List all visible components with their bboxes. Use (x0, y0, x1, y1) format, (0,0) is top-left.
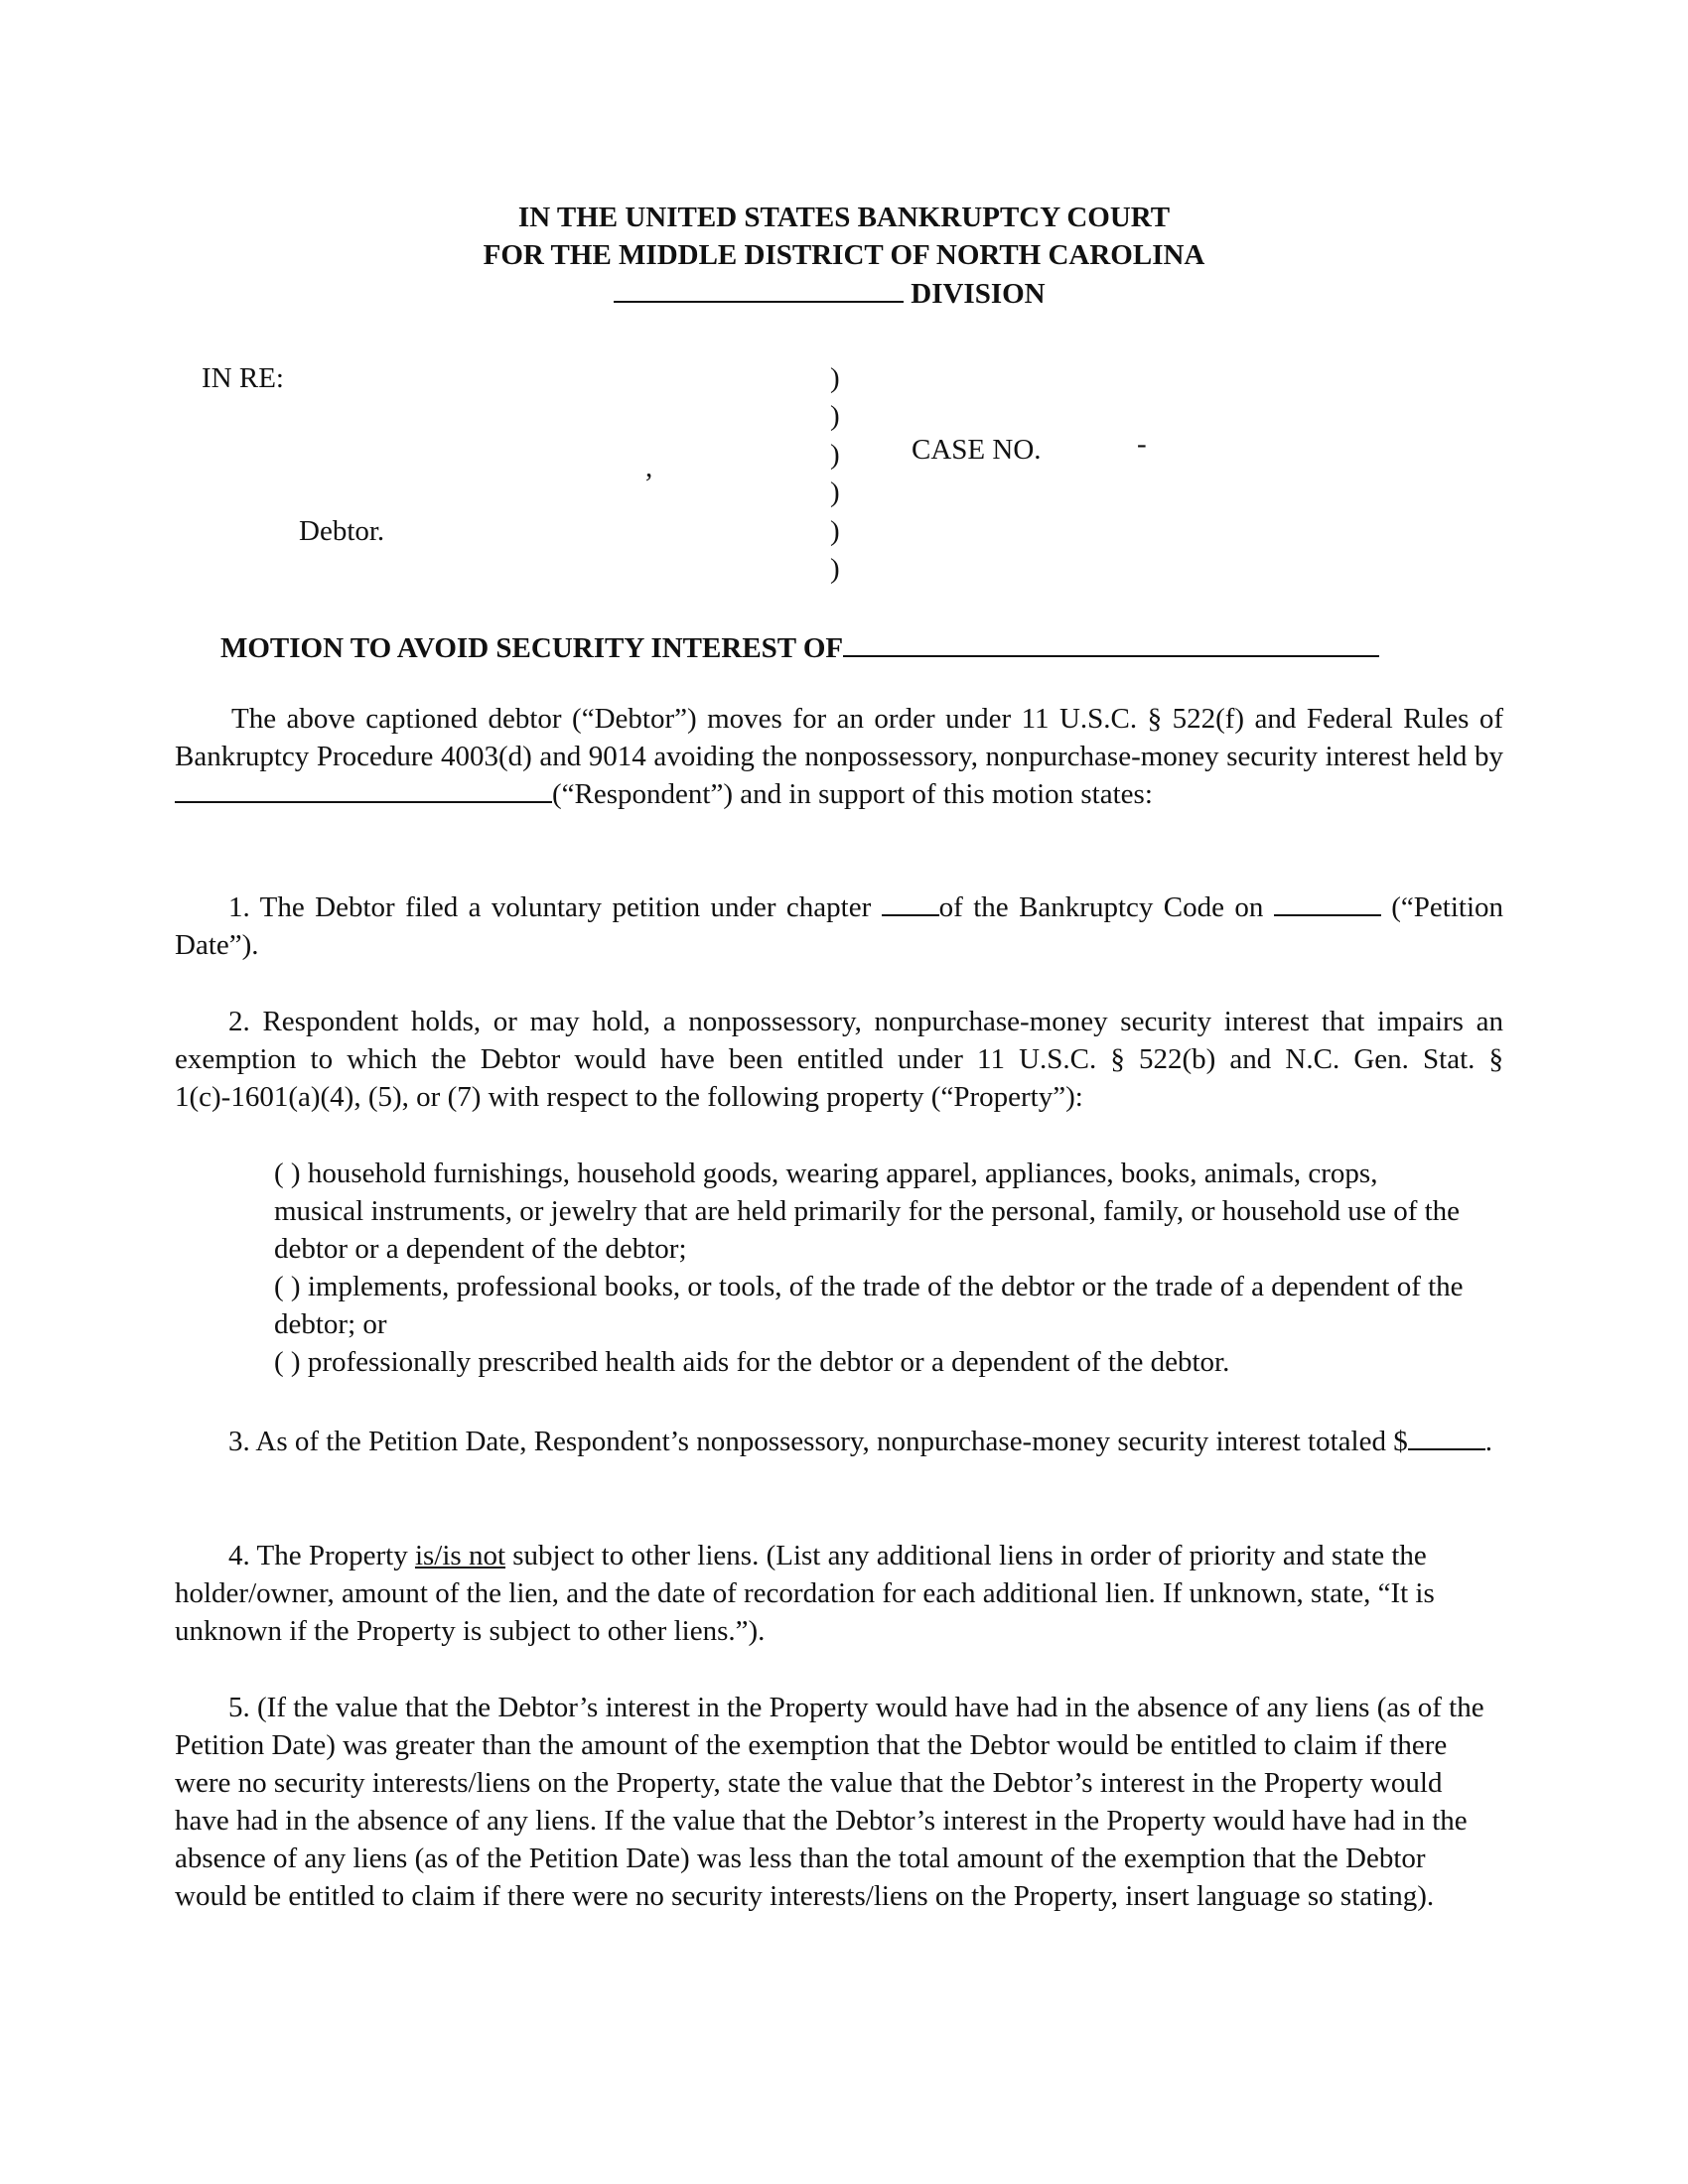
option-text: implements, professional books, or tools, of the trade of the debtor or the trade of a dependent of the debtor; or (274, 1271, 1464, 1340)
caption-paren: ) (830, 515, 840, 547)
caption-paren: ) (830, 439, 840, 471)
paragraph-number: 5. (228, 1692, 250, 1723)
paragraph-4-text-b: subject to other liens. (List any additional liens in order of priority and state the holder/owner, amount of the lien, and the date of recordation for each additional lien. If unknown, state, “It is unknown if the Property is subject to other liens.”). (175, 1540, 1435, 1647)
petition-date-blank (1274, 888, 1381, 916)
respondent-blank (175, 775, 552, 803)
division-label: DIVISION (911, 278, 1046, 310)
intro-paragraph (175, 700, 1503, 813)
case-number-dash: - (1137, 428, 1147, 460)
respondent-name-blank (843, 629, 1379, 657)
chapter-blank (882, 888, 939, 916)
intro-text-part1: The above captioned debtor (“Debtor”) moves for an order under 11 U.S.C. § 522(f) and Federal Rules of Bankruptcy Procedure 4003(d) and 9014 avoiding the nonpossessory, nonpurchase-money security interest held by (175, 703, 1503, 772)
paragraph-5 (175, 1689, 1503, 1915)
option-checkbox[interactable]: ( ) (274, 1158, 301, 1189)
paragraph-number: 4. (228, 1540, 250, 1571)
paragraph-3-text: As of the Petition Date, Respondent’s nonpossessory, nonpurchase-money security interest totaled $ (255, 1426, 1408, 1457)
debtor-label: Debtor. (299, 515, 385, 547)
court-name-line1: IN THE UNITED STATES BANKRUPTCY COURT (517, 202, 1171, 233)
paragraph-1-text-b: of the Bankruptcy Code on (938, 891, 1264, 923)
division-blank (614, 275, 904, 303)
property-options (274, 1155, 1466, 1381)
caption-paren: ) (830, 553, 840, 585)
debtor-name-comma: , (645, 452, 653, 483)
paragraph-number: 1. (228, 891, 250, 923)
intro-text-part2: (“Respondent”) and in support of this motion states: (552, 778, 1153, 810)
paragraph-5-text: (If the value that the Debtor’s interest in the Property would have had in the absence of any liens (as of the Petition Date) was greater than the amount of the exemption that the Debtor would be entitled to claim if there were no security interests/liens on the Property, state the value that the Debtor’s interest in the Property would have had in the absence of any liens. If the value that the Debtor’s interest in the Property would have had in the absence of any liens (as of the Petition Date) was less than the total amount of the exemption that the Debtor would be entitled to claim if there were no security interests/liens on the Property, insert language so stating). (175, 1692, 1484, 1912)
caption-paren: ) (830, 477, 840, 508)
paragraph-number: 2. (228, 1006, 250, 1037)
case-number-label: CASE NO. (912, 434, 1042, 466)
caption-paren: ) (830, 362, 840, 394)
paragraph-3 (175, 1423, 1503, 1460)
lien-status-choice: is/is not (414, 1540, 506, 1571)
option-text: household furnishings, household goods, wearing apparel, appliances, books, animals, crops, musical instruments, or jewelry that are held primarily for the personal, family, or household use of the debtor or a dependent of the debtor; (274, 1158, 1461, 1265)
paragraph-1 (175, 888, 1503, 964)
option-text: professionally prescribed health aids for the debtor or a dependent of the debtor. (307, 1346, 1230, 1378)
caption-paren: ) (830, 400, 840, 432)
amount-blank (1408, 1423, 1485, 1450)
paragraph-4-text-a: The Property (256, 1540, 408, 1571)
paragraph-number: 3. (228, 1426, 250, 1457)
paragraph-2-text: Respondent holds, or may hold, a nonpossessory, nonpurchase-money security interest that impairs an exemption to which the Debtor would have been entitled under 11 U.S.C. § 522(b) and N.C. Gen. Stat. § 1(c)-1601(a)(4), (5), or (7) with respect to the following property (“Property”): (175, 1006, 1504, 1113)
court-name-line2: FOR THE MIDDLE DISTRICT OF NORTH CAROLINA (483, 239, 1205, 271)
paragraph-2 (175, 1003, 1503, 1116)
in-re-label: IN RE: (202, 362, 284, 394)
option-checkbox[interactable]: ( ) (274, 1346, 301, 1378)
paragraph-1-text-a: The Debtor filed a voluntary petition under chapter (259, 891, 872, 923)
division-line (614, 275, 1046, 313)
option-checkbox[interactable]: ( ) (274, 1271, 301, 1302)
property-option (274, 1343, 1466, 1381)
paragraph-1-text-c: (“Petition Date”). (175, 891, 1504, 961)
paragraph-4 (175, 1537, 1503, 1650)
motion-title-text: MOTION TO AVOID SECURITY INTEREST OF (220, 632, 844, 664)
property-option (274, 1155, 1466, 1268)
motion-title (220, 629, 1379, 667)
paragraph-3-end: . (1484, 1426, 1492, 1457)
property-option (274, 1268, 1466, 1343)
